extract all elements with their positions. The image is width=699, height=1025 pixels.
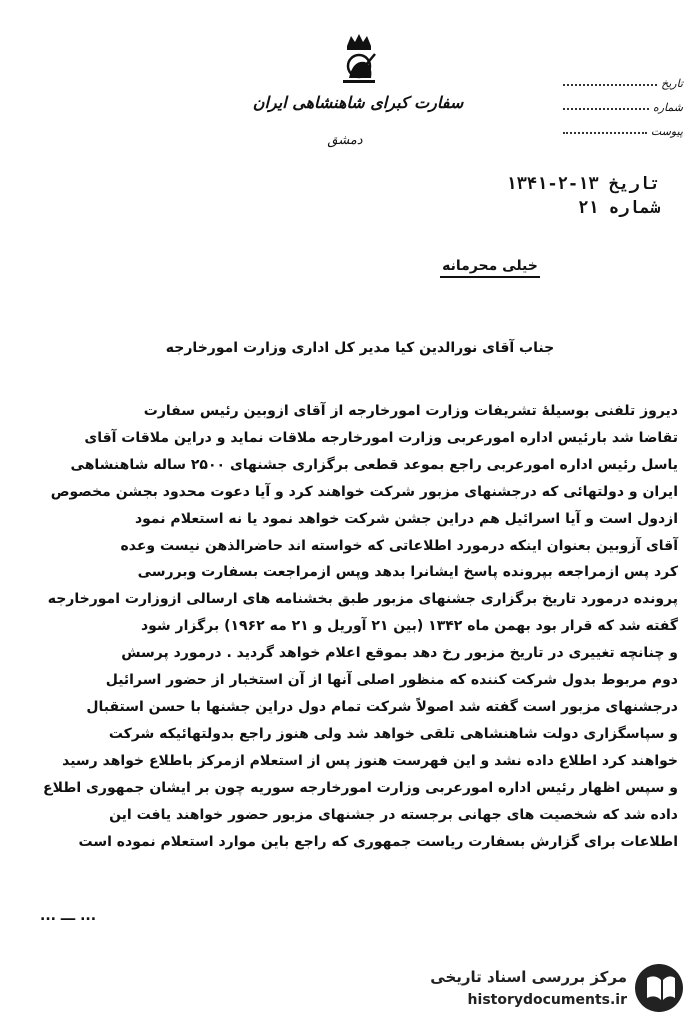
body-line: دیروز تلفنی بوسیلهٔ تشریفات وزارت امورخارجه از آقای ازوبین رئیس سفارت	[143, 403, 678, 419]
body-line: ازدول است و آیا اسرائیل هم دراین جشن شرکت خواهد نمود یا نه استعلام نمود	[134, 510, 678, 527]
body-line: آقای آزوبین بعنوان اینکه درمورد اطلاعاتی که خواسته اند حاضرالذهن نیست وعده	[120, 537, 678, 554]
field-dots	[563, 132, 647, 134]
embassy-city: دمشق	[327, 133, 363, 148]
letter-body	[22, 398, 678, 855]
letter-number: شماره ۲۱	[578, 198, 660, 218]
body-line: یاسل رئیس اداره امورعربی راجع بموعد قطعی برگزاری جشنهای ۲۵۰۰ ساله شاهنشاهی	[70, 456, 678, 473]
field-dots	[563, 84, 657, 86]
field-date-label: تاریخ	[661, 77, 683, 90]
field-number	[563, 90, 683, 114]
body-line: تقاضا شد بارئیس اداره امورعربی وزارت امورخارجه ملاقات نماید و دراین ملاقات آقای	[84, 429, 678, 446]
embassy-name: سفارت کبرای شاهنشاهی ایران	[252, 93, 464, 112]
body-line: پرونده درمورد تاریخ برگزاری جشنهای مزبور طبق بخشنامه های ارسالی ازوزارت امورخارجه	[47, 591, 678, 608]
body-line: درجشنهای مزبور است گفته شد اصولاً شرکت تمام دول دراین جشنها با حسن استقبال	[86, 698, 678, 715]
letterhead-fields	[563, 66, 683, 138]
field-attachment-label: پیوست	[650, 125, 683, 138]
field-number-label: شماره	[652, 101, 683, 114]
body-line: اطلاعات برای گزارش بسفارت ریاست جمهوری که راجع باین موارد استعلام نموده است	[78, 833, 678, 850]
date-block	[480, 172, 660, 220]
body-line: و سپاسگزاری دولت شاهنشاهی تلقی خواهد شد ولی هنوز راجع بدولتهائیکه شرکت	[108, 725, 678, 742]
lion-and-sun-crown-emblem	[335, 32, 383, 88]
classification-label: خیلی محرمانه	[440, 258, 540, 278]
document-archive-logo-icon	[633, 962, 685, 1014]
letter-date: تاریخ ۱۳-۲-۱۳۴۱	[506, 174, 660, 194]
body-line: گفته شد که قرار بود بهمن ماه ۱۳۴۲ (بین ۲۱ آوریل و ۲۱ مه ۱۹۶۲) برگزار شود	[140, 618, 678, 635]
field-dots	[563, 108, 649, 110]
body-line: ایران و دولتهائی که درجشنهای مزبور شرکت خواهند کرد و آیا دعوت محدود بجشن مخصوص	[50, 483, 678, 500]
body-line: خواهند کرد اطلاع داده نشد و این فهرست هنوز پس از استعلام ازمرکز باطلاع خواهد رسید	[62, 752, 678, 769]
body-line: کرد پس ازمراجعه بپرونده پاسخ ایشانرا بدهد وپس ازمراجعت بسفارت وبررسی	[137, 564, 678, 581]
recipient-line: جناب آقای نورالدین کیا مدیر کل اداری وزارت امورخارجه	[165, 340, 555, 356]
field-attachment	[563, 114, 683, 138]
watermark-title: مرکز بررسی اسناد تاریخی	[430, 968, 627, 986]
field-date	[563, 66, 683, 90]
body-line: و سپس اظهار رئیس اداره امورعربی وزارت امورخارجه سوریه چون بر ایشان جمهوری اطلاع	[43, 779, 678, 796]
watermark-url: historydocuments.ir	[467, 992, 627, 1008]
watermark	[385, 962, 685, 1014]
body-line: داده شد که شخصیت های جهانی برجسته در جشنهای مزبور حضور خواهند یافت این	[109, 806, 678, 823]
body-line: دوم مربوط بدول شرکت کننده که منظور اصلی آنها از آن استخبار از حضور اسرائیل	[105, 672, 678, 689]
body-line: و چنانچه تغییری در تاریخ مزبور رخ دهد بموقع اعلام خواهد گردید . درمورد پرسش	[121, 645, 678, 662]
continuation-mark: ... ـــ ...	[40, 908, 97, 924]
